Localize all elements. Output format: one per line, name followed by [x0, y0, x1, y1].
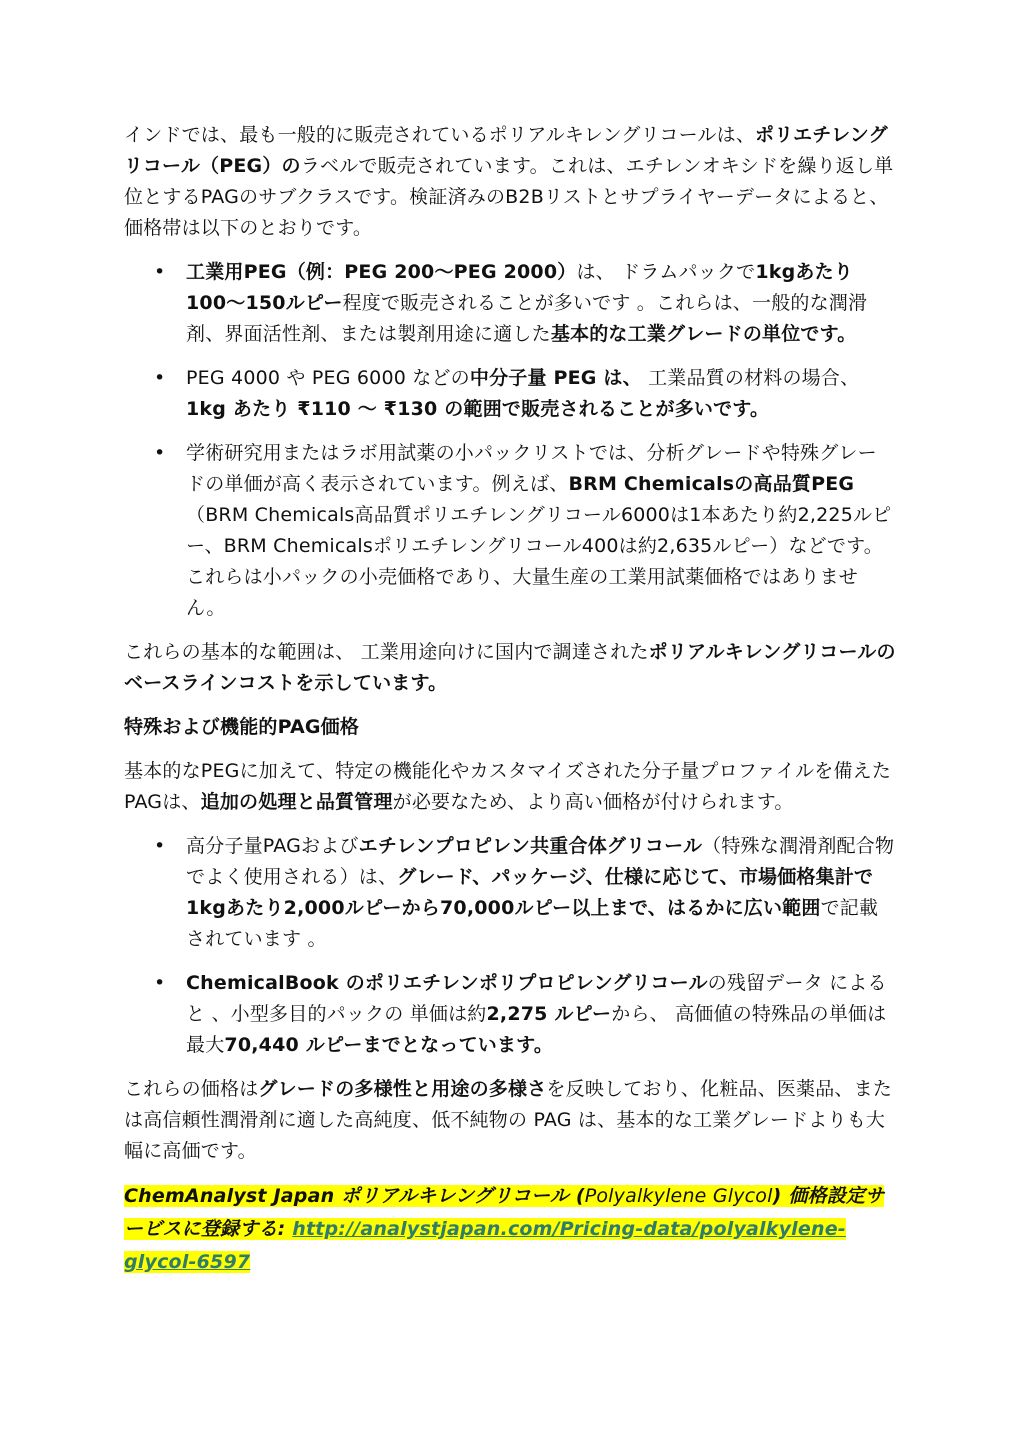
- list-bold: 70,440 ルピーまでとなっています。: [224, 1034, 554, 1056]
- list-bold: 2,275 ルピー: [486, 1003, 612, 1025]
- list-text: 高分子量PAGおよび: [186, 835, 359, 857]
- list-bold: 中分子量 PEG は、: [469, 367, 642, 389]
- list-bold: 基本的な工業グレードの単位です。: [550, 323, 857, 345]
- price-list-special: [124, 831, 896, 1061]
- para-text: これらの価格は: [124, 1078, 259, 1100]
- list-bold: ChemicalBook のポリエチレンポリプロピレングリコール: [186, 972, 708, 994]
- intro-text-2: ラベルで販売されています。これは、エチレンオキシドを繰り返し単位とするPAGのサブクラスです。検証済みのB2Bリストとサプライヤーデータによると、価格帯は以下のとおりです。: [124, 155, 894, 239]
- intro-bold-1: ポリエチレングリコール（PEG）の: [124, 124, 888, 177]
- bullet-icon: •: [154, 972, 166, 994]
- promo-product: Polyalkylene Glycol: [584, 1185, 773, 1207]
- list-bold: 工業用PEG（例：PEG 200〜PEG 2000）: [186, 261, 577, 283]
- para-bold: 追加の処理と品質管理: [200, 791, 393, 813]
- list-bold: エチレンプロピレン共重合体グリコール: [358, 835, 703, 857]
- promo-banner: [124, 1180, 896, 1279]
- document-page: [124, 120, 896, 1279]
- list-text: から、 高価値の特殊品の単価は最大: [186, 1003, 887, 1056]
- pricing-link[interactable]: http://analystjapan.com/Pricing-data/polyalkylene-glycol-6597: [124, 1218, 846, 1273]
- promo-brand: ChemAnalyst Japan ポリアルキレングリコール (: [124, 1185, 585, 1207]
- intro-text-1: インドでは、最も一般的に販売されているポリアルキレングリコールは、: [124, 124, 756, 146]
- list-text: 程度で販売されることが多いです 。これらは、一般的な潤滑剤、界面活性剤、または製剤用途に適した: [186, 292, 868, 345]
- list-item: [124, 257, 896, 350]
- para-text: 基本的なPEGに加えて、特定の機能化やカスタマイズされた分子量プロファイルを備えたPAGは、: [124, 760, 892, 813]
- list-text: （特殊な潤滑剤配合物でよく使用される）は、: [186, 835, 895, 888]
- promo-cta: ) 価格設定サービスに登録する:: [124, 1185, 885, 1240]
- list-text: は、 ドラムパックで: [576, 261, 756, 283]
- list-text: の残留データ によると 、小型多目的パックの 単価は約: [186, 972, 887, 1025]
- list-text: で記載されています 。: [186, 897, 879, 950]
- para-text: を反映しており、化粧品、医薬品、または高信頼性潤滑剤に適した高純度、低不純物の PAG は、基本的な工業グレードよりも大幅に高価です。: [124, 1078, 893, 1162]
- list-text: PEG 4000 や PEG 6000 などの: [186, 367, 470, 389]
- list-text: （BRM Chemicals高品質ポリエチレングリコール6000は1本あたり約2,225ルピー、BRM Chemicalsポリエチレングリコール400は約2,635ルピー）などです。これらは小パックの小売価格であり、大量生産の工業用試薬価格ではありません。: [186, 504, 892, 619]
- bullet-icon: •: [154, 261, 166, 283]
- para-text: が必要なため、より高い価格が付けられます。: [392, 791, 794, 813]
- list-bold: グレード、パッケージ、仕様に応じて、市場価格集計で1kgあたり2,000ルピーから70,000ルピー以上まで、はるかに広い範囲: [186, 866, 874, 919]
- list-text: 学術研究用またはラボ用試薬の小パックリストでは、分析グレードや特殊グレードの単価が高く表示されています。例えば、: [186, 442, 877, 495]
- list-item: [124, 831, 896, 955]
- summary-text: これらの基本的な範囲は、 工業用途向けに国内で調達された: [124, 641, 649, 663]
- promo-highlight: [124, 1185, 884, 1273]
- bullet-icon: •: [154, 835, 166, 857]
- price-list-basic: [124, 257, 896, 624]
- list-bold: BRM Chemicalsの高品質PEG: [568, 473, 855, 495]
- list-item: [124, 968, 896, 1061]
- bullet-icon: •: [154, 442, 166, 464]
- bullet-icon: •: [154, 367, 166, 389]
- para-bold: グレードの多様性と用途の多様さ: [258, 1078, 547, 1100]
- special-paragraph: [124, 756, 896, 818]
- list-item: [124, 363, 896, 425]
- list-text: 工業品質の材料の場合、: [641, 367, 860, 389]
- conclusion-paragraph: [124, 1074, 896, 1167]
- summary-paragraph: [124, 637, 896, 699]
- list-bold: 1kgあたり100〜150ルピー: [186, 261, 854, 314]
- list-bold: 1kg あたり ₹110 〜 ₹130 の範囲で販売されることが多いです。: [186, 398, 770, 420]
- section-heading: 特殊および機能的PAG価格: [124, 716, 360, 738]
- summary-bold: ポリアルキレングリコールのベースラインコストを示しています。: [124, 641, 896, 694]
- list-item: [124, 438, 896, 624]
- intro-paragraph: [124, 120, 896, 244]
